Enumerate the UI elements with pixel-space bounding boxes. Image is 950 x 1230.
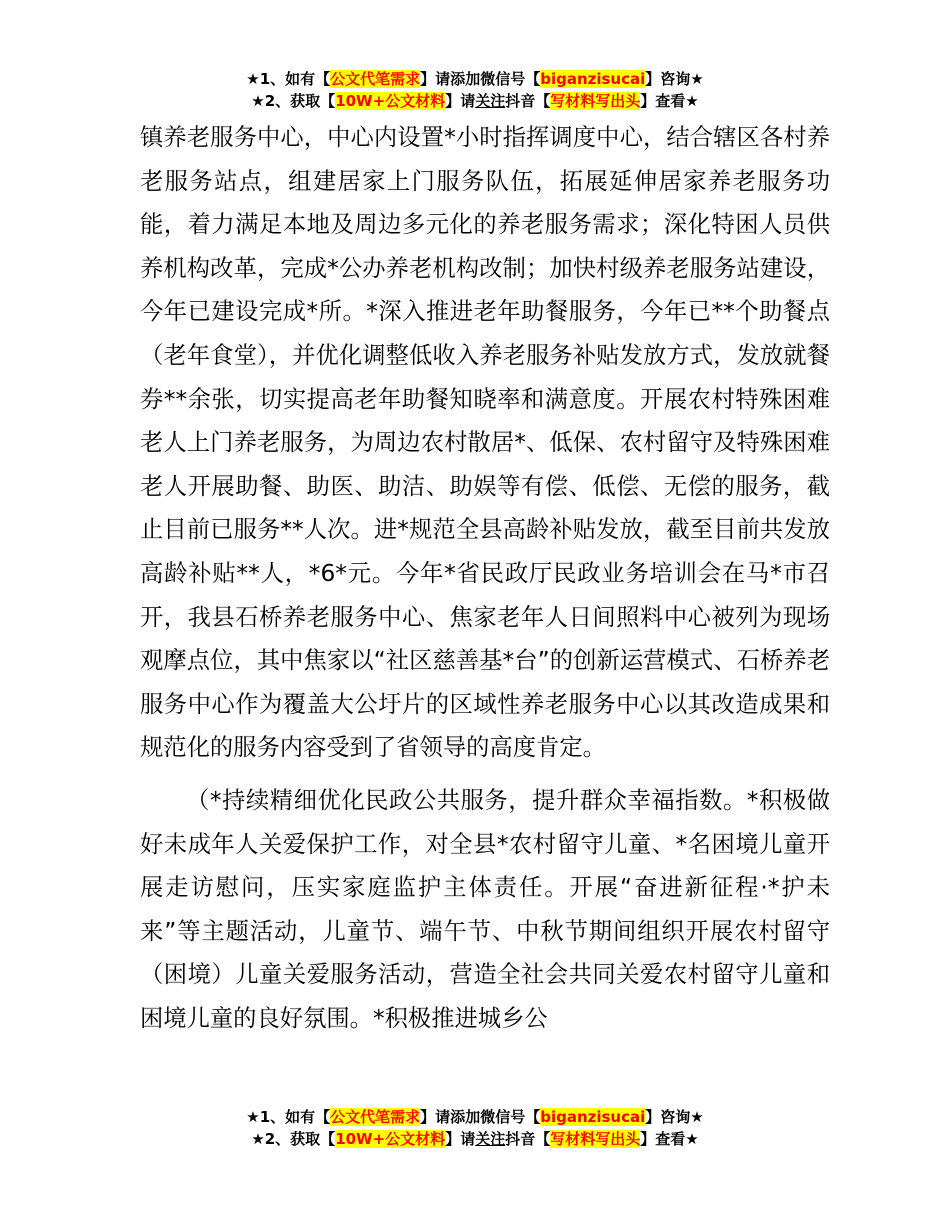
highlight-douyin: 写材料写出头: [550, 92, 641, 110]
footer-banner: [0, 1106, 950, 1150]
banner-text: ★2、获取【: [251, 1130, 336, 1148]
banner-text: ★1、如有【: [246, 1108, 331, 1126]
banner-text: 微信号【: [480, 70, 541, 88]
header-banner: [0, 68, 950, 112]
body-paragraph-2: （*持续精细优化民政公共服务，提升群众幸福指数。*积极做好未成年人关爱保护工作，对全县*农村留守儿童、*名困境儿童开展走访慰问，压实家庭监护主体责任。开展“奋进新征程·*护未来”等主题活动，儿童节、端午节、中秋节期间组织开展农村留守（困境）儿童关爱服务活动，营造全社会共同关爱农村留守儿童和困境儿童的良好氛围。*积极推进城乡公: [140, 786, 830, 1032]
highlight-wechat-id: biganzisucai: [540, 70, 646, 88]
body-paragraph-1: 镇养老服务中心，中心内设置*小时指挥调度中心，结合辖区各村养老服务站点，组建居家上门服务队伍，拓展延伸居家养老服务功能，着力满足本地及周边多元化的养老服务需求；深化特困人员供养机构改革，完成*公办养老机构改制；加快村级养老服务站建设，今年已建设完成*所。*深入推进老年助餐服务，今年已**个助餐点（老年食堂），并优化调整低收入养老服务补贴发放方式，发放就餐券**余张，切实提高老年助餐知晓率和满意度。开展农村特殊困难老人上门养老服务，为周边农村散居*、低保、农村留守及特殊困难老人开展助餐、助医、助洁、助娱等有偿、低偿、无偿的服务，截止目前已服务**人次。进*规范全县高龄补贴发放，截至目前共发放高龄补贴**人，*6*元。今年*省民政厅民政业务培训会在马*市召开，我县石桥养老服务中心、焦家老年人日间照料中心被列为现场观摩点位，其中焦家以“社区慈善基*台”的创新运营模式、石桥养老服务中心作为覆盖大公圩片的区域性养老服务中心以其改造成果和规范化的服务内容受到了省领导的高度肯定。: [140, 124, 830, 762]
highlight-douyin: 写材料写出头: [550, 1130, 641, 1148]
banner-line-1: [0, 1106, 950, 1128]
banner-text: 加: [465, 70, 481, 88]
banner-text: 】请: [445, 1130, 476, 1148]
highlight-service: 公文代笔需求: [330, 1108, 421, 1126]
highlight-materials: 10W+公文材料: [335, 1130, 446, 1148]
banner-text: 】请添: [420, 70, 466, 88]
banner-line-1: [0, 68, 950, 90]
banner-text: 微信号【: [480, 1108, 541, 1126]
banner-line-2: [0, 90, 950, 112]
banner-line-2: [0, 1128, 950, 1150]
banner-text: 】咨询★: [645, 70, 704, 88]
highlight-materials: 10W+公文材料: [335, 92, 446, 110]
highlight-wechat-id: biganzisucai: [540, 1108, 646, 1126]
banner-text: ★1、如有【: [246, 70, 331, 88]
banner-text: 】咨询★: [645, 1108, 704, 1126]
banner-text: 】请: [445, 92, 476, 110]
banner-text: 】请添: [420, 1108, 466, 1126]
banner-text: 关注: [475, 1130, 506, 1148]
banner-text: 抖音【: [505, 1130, 551, 1148]
banner-text: 】查看★: [640, 1130, 699, 1148]
banner-text: ★2、获取【: [251, 92, 336, 110]
document-body: [140, 116, 830, 1040]
highlight-service: 公文代笔需求: [330, 70, 421, 88]
banner-text: 关注: [475, 92, 506, 110]
banner-text: 加: [465, 1108, 481, 1126]
banner-text: 】查看★: [640, 92, 699, 110]
banner-text: 抖音【: [505, 92, 551, 110]
